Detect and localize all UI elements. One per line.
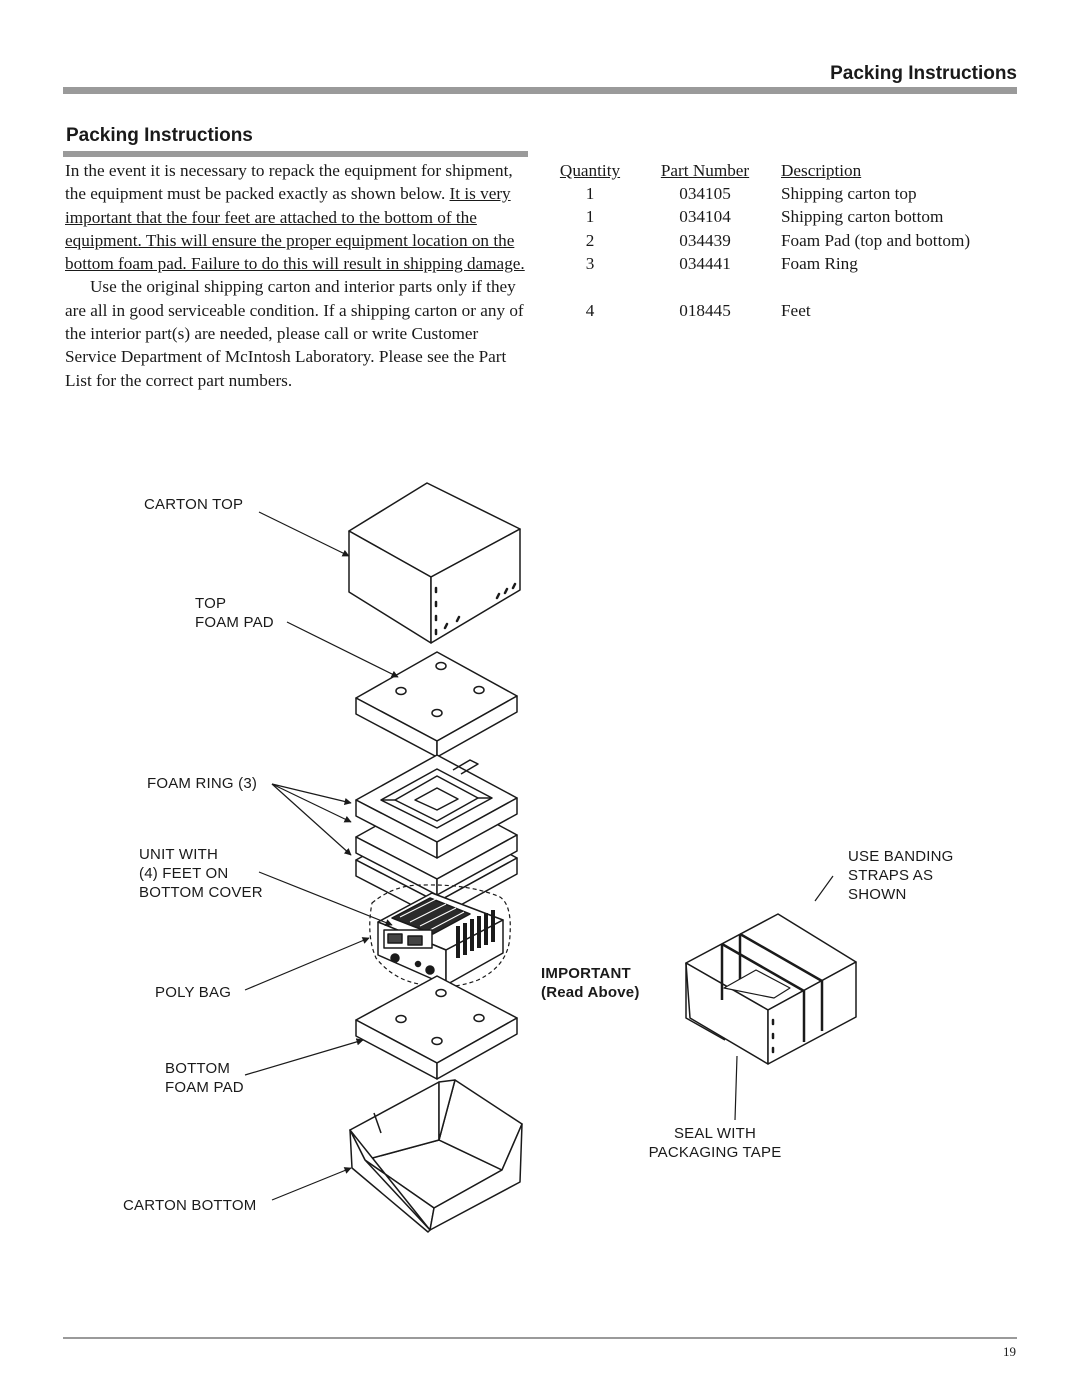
label-banding-straps <box>848 847 954 904</box>
paragraph-1-warning: It is very important that the four feet are attached to the bottom of the equipment. This will ensure the proper equipment location on the bottom foam pad. Failure to do this will result in shipping damage. <box>65 184 525 274</box>
quantity-cell: 4 <box>585 301 595 320</box>
column-header-description: Description <box>781 161 862 180</box>
label-bottom-foam-pad <box>165 1059 244 1097</box>
quantity-cell: 1 <box>585 207 595 226</box>
part-number-cell: 034439 <box>679 231 731 250</box>
label-carton-top: CARTON TOP <box>144 496 244 513</box>
label-important-line-1: IMPORTANT <box>541 965 631 982</box>
carton-top-drawing <box>349 483 520 643</box>
description-cell: Foam Pad (top and bottom) <box>781 231 971 250</box>
label-important-line-2: (Read Above) <box>541 984 640 1001</box>
label-seal-line-2: PACKAGING TAPE <box>648 1144 782 1161</box>
column-header-part-number: Part Number <box>660 161 750 180</box>
label-unit-line-1: UNIT WITH <box>139 846 219 863</box>
carton-bottom-drawing <box>350 1080 522 1232</box>
label-bottom-foam-pad-line-1: BOTTOM <box>165 1060 231 1077</box>
label-banding-line-2: STRAPS AS <box>848 867 934 884</box>
description-cell: Foam Ring <box>781 254 858 273</box>
quantity-cell: 2 <box>585 231 595 250</box>
quantity-cell: 1 <box>585 184 595 203</box>
section-title: Packing Instructions <box>66 125 253 146</box>
part-number-cell: 034104 <box>679 207 731 226</box>
label-banding-line-1: USE BANDING <box>848 848 954 865</box>
quantity-cell: 3 <box>585 254 595 273</box>
description-cell: Shipping carton top <box>781 184 917 203</box>
label-bottom-foam-pad-line-2: FOAM PAD <box>165 1079 244 1096</box>
label-carton-bottom: CARTON BOTTOM <box>123 1197 257 1214</box>
footer-rule <box>63 1337 1017 1339</box>
label-unit-line-2: (4) FEET ON <box>139 865 229 882</box>
paragraph-1-text: In the event it is necessary to repack the equipment for shipment, the equipment must be packed exactly as shown below. <box>65 161 513 204</box>
description-cell: Feet <box>781 301 811 320</box>
part-number-cell: 034105 <box>679 184 731 203</box>
page-header-title: Packing Instructions <box>830 63 1017 84</box>
unit-in-poly-bag-drawing <box>370 885 511 987</box>
label-seal-line-1: SEAL WITH <box>673 1125 757 1142</box>
label-banding-line-3: SHOWN <box>848 886 907 903</box>
label-important <box>541 964 640 1002</box>
label-top-foam-pad <box>195 594 274 632</box>
instructions-paragraph-2: Use the original shipping carton and interior parts only if they are all in good serviceable condition. If a shipping carton or any of the interior part(s) are needed, please call or write Customer Service Department of McIntosh Laboratory. Please see the Part List for the correct part numbers. <box>65 277 524 390</box>
sealed-carton-drawing <box>686 914 856 1064</box>
foam-rings-drawing <box>356 755 517 918</box>
label-unit-with-feet <box>139 845 263 902</box>
column-header-quantity: Quantity <box>559 161 621 180</box>
part-number-cell: 034441 <box>679 254 731 273</box>
bottom-foam-pad-drawing <box>356 976 517 1079</box>
label-top-foam-pad-line-1: TOP <box>195 595 227 612</box>
label-poly-bag: POLY BAG <box>155 984 232 1001</box>
part-number-cell: 018445 <box>679 301 731 320</box>
label-seal-with-tape <box>641 1124 789 1162</box>
label-unit-line-3: BOTTOM COVER <box>139 884 263 901</box>
label-foam-ring: FOAM RING (3) <box>147 775 258 792</box>
description-cell: Shipping carton bottom <box>781 207 944 226</box>
page-number: 19 <box>1003 1344 1016 1359</box>
leader-lines <box>245 512 833 1200</box>
label-top-foam-pad-line-2: FOAM PAD <box>195 614 274 631</box>
